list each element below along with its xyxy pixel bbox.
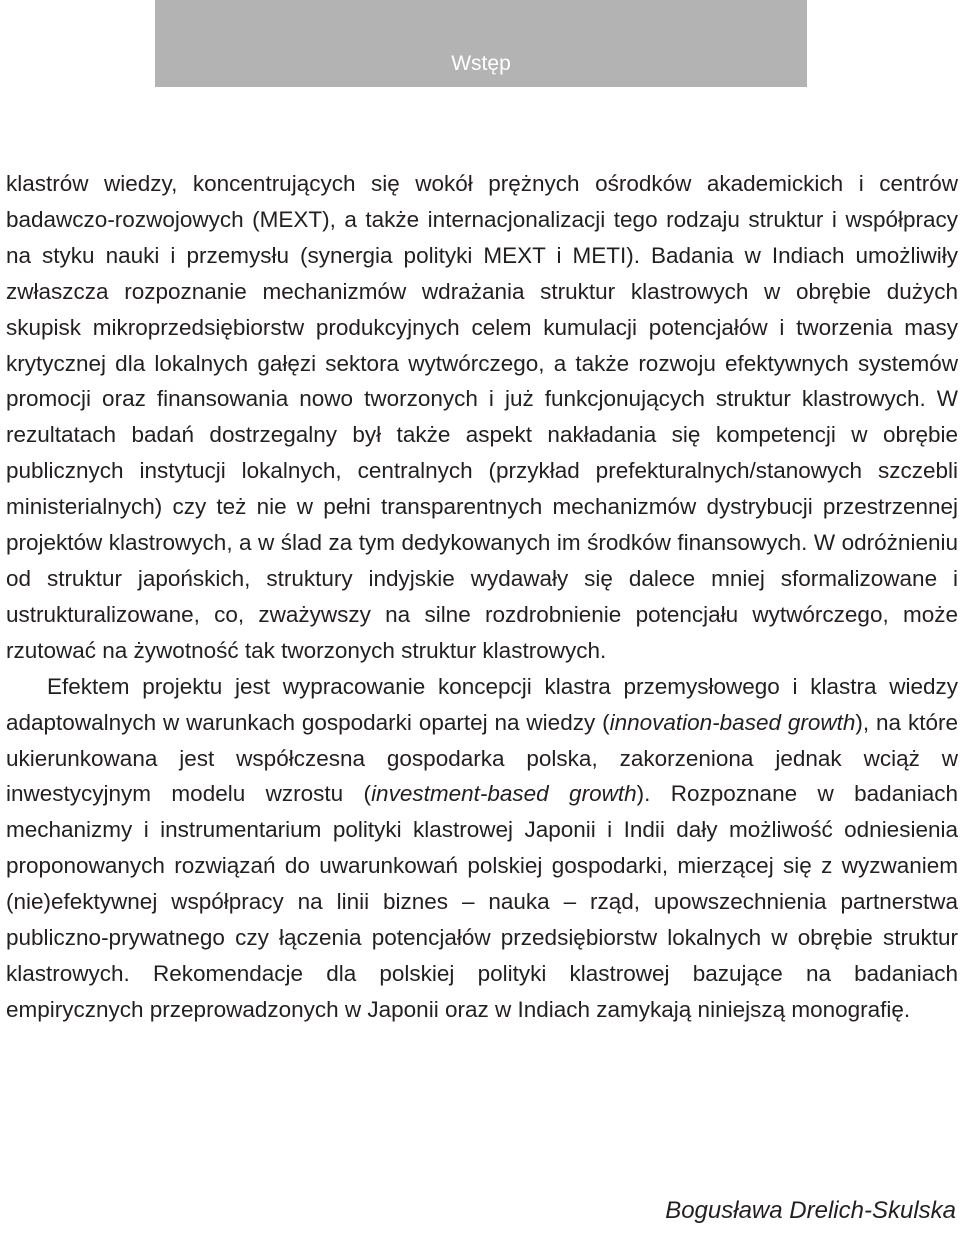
author-signature: Bogusława Drelich-Skulska [665,1197,956,1224]
section-title: Wstęp [451,52,511,75]
paragraph-2-emphasis-1: innovation-based growth [609,709,856,735]
body-text [6,166,958,1028]
paragraph-2 [6,669,958,1028]
paragraph-2-part-b: ), na które ukierunkowana jest współczesna gospodarka polska, zakorzeniona jednak wciąż w inwestycyjnym modelu wzrostu ( [6,709,958,807]
paragraph-1: klastrów wiedzy, koncentrujących się wokół prężnych ośrodków akademickich i centrów badawczo-rozwojowych (MEXT), a także internacjonalizacji tego rodzaju struktur i współpracy na styku nauki i przemysłu (synergia polityki MEXT i METI). Badania w Indiach umożliwiły zwłaszcza rozpoznanie mechanizmów wdrażania struktur klastrowych w obrębie dużych skupisk mikroprzedsiębiorstw produkcyjnych celem kumulacji potencjałów i tworzenia masy krytycznej dla lokalnych gałęzi sektora wytwórczego, a także rozwoju efektywnych systemów promocji oraz finansowania nowo tworzonych i już funkcjonujących struktur klastrowych. W rezultatach badań dostrzegalny był także aspekt nakładania się kompetencji w obrębie publicznych instytucji lokalnych, centralnych (przykład prefekturalnych/stanowych szczebli ministerialnych) czy też nie w pełni transparentnych mechanizmów dystrybucji przestrzennej projektów klastrowych, a w ślad za tym dedykowanych im środków finansowych. W odróżnieniu od struktur japońskich, struktury indyjskie wydawały się dalece mniej sformalizowane i ustrukturalizowane, co, zważywszy na silne rozdrobnienie potencjału wytwórczego, może rzutować na żywotność tak tworzonych struktur klastrowych. [6,171,958,663]
paragraph-2-part-c: ). Rozpoznane w badaniach mechanizmy i instrumentarium polityki klastrowej Japonii i Indii dały możliwość odniesienia proponowanych rozwiązań do uwarunkowań polskiej gospodarki, mierzącej się z wyzwaniem (nie)efektywnej współpracy na linii biznes – nauka – rząd, upowszechnienia partnerstwa publiczno-prywatnego czy łączenia potencjałów przedsiębiorstw lokalnych w obrębie struktur klastrowych. Rekomendacje dla polskiej polityki klastrowej bazujące na badaniach empirycznych przeprowadzonych w Japonii oraz w Indiach zamykają niniejszą monografię. [6,781,959,1022]
paragraph-2-part-a: Efektem projektu jest wypracowanie koncepcji klastra przemysłowego i klastra wiedzy adaptowalnych w warunkach gospodarki opartej na wiedzy ( [6,673,958,735]
header-bar [155,0,807,87]
paragraph-2-emphasis-2: investment-based growth [371,781,637,807]
